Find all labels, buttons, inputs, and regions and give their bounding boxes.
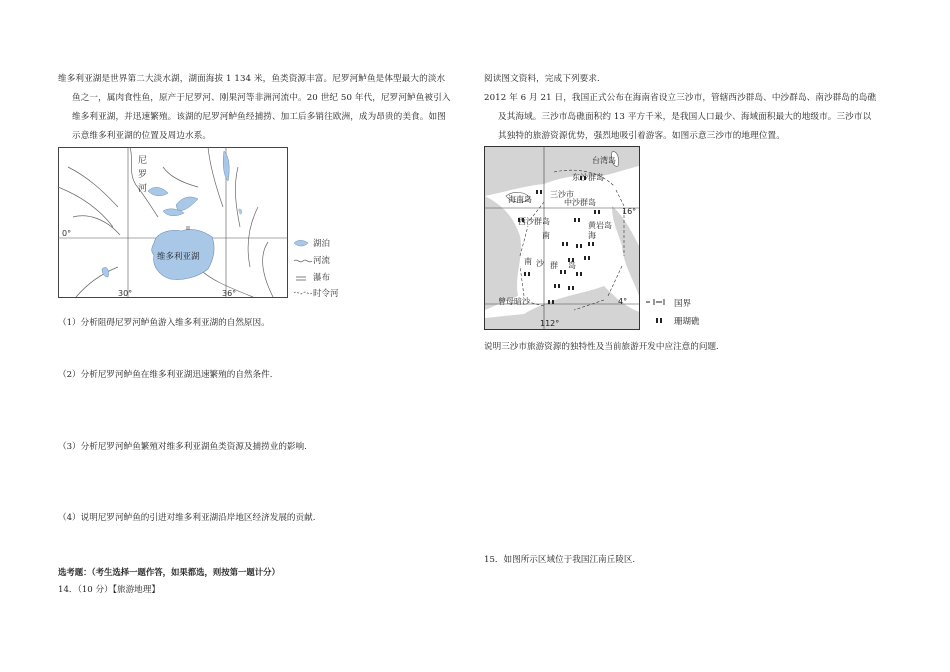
seasonal-river-symbol-icon (294, 292, 312, 294)
label-dongsha: 东沙群岛 (572, 173, 604, 182)
map-label-lat: 0° (62, 229, 72, 238)
label-nan: 南 (542, 231, 550, 240)
label-hai: 海 (588, 231, 596, 240)
intro-line: 维多利亚湖，并迅速繁殖。该湖的尼罗河鲈鱼经捕捞、加工后多销往欧洲，成为昂贵的美食。如图 (72, 112, 446, 122)
question-1: （1）分析阻碍尼罗河鲈鱼游入维多利亚湖的自然原因。 (58, 318, 270, 328)
map-label-lon: 30° (118, 289, 133, 298)
label-lat16: 16° (622, 207, 637, 216)
label-xisha: 西沙群岛 (518, 217, 550, 226)
reef-symbol-icon (656, 318, 662, 323)
victoria-lake-map (58, 147, 358, 299)
instruction: 阅读图文资料，完成下列要求. (484, 74, 600, 84)
sansha-map (484, 146, 724, 332)
map-label-lon: 36° (222, 289, 237, 298)
legend-label: 河流 (313, 256, 331, 266)
river-symbol-icon (294, 260, 312, 262)
sansha-question: 说明三沙市旅游资源的独特性及当前旅游开发中应注意的问题. (484, 342, 719, 352)
legend-label: 瀑布 (313, 273, 331, 283)
legend-label: 珊瑚礁 (674, 317, 700, 327)
question-3: （3）分析尼罗河鲈鱼繁殖对维多利亚湖鱼类资源及捕捞业的影响. (58, 442, 307, 452)
map-label-river: 尼 (138, 156, 148, 166)
lake-symbol-icon (294, 240, 308, 246)
legend-label: 时令河 (313, 289, 339, 299)
intro-line: 示意维多利亚湖的位置及周边水系。 (72, 131, 212, 141)
legend-label: 湖泊 (313, 239, 331, 249)
label-lon112: 112° (540, 319, 560, 328)
intro-line: 维多利亚湖是世界第二大淡水湖，湖面海拔 1 134 米，鱼类资源丰富。尼罗河鲈鱼是体型最大的淡水 (58, 74, 446, 84)
label-nansha: 南 (524, 257, 532, 266)
label-taiwan: 台湾岛 (592, 156, 616, 165)
body-line: 及其海域。三沙市岛礁面积约 13 平方千米，是我国人口最少、海域面积最大的地级市。三沙市以 (498, 112, 872, 122)
right-text (484, 70, 904, 146)
falls-symbol-icon (296, 277, 306, 280)
intro-paragraph (58, 70, 470, 146)
label-nansha: 群 (550, 261, 558, 270)
sansha-legend (646, 299, 700, 327)
label-hainan: 海南岛 (508, 195, 532, 204)
label-lat4: 4° (618, 297, 628, 306)
elective-title: 选考题：（考生选择一题作答，如果都选，则按第一题计分） (58, 567, 280, 577)
question-14-header: 14．（10 分）【旅游地理】 (58, 585, 160, 595)
label-zengmu: 曾母暗沙 (498, 297, 530, 306)
map-label-river: 河 (138, 184, 148, 194)
label-nansha: 岛 (568, 261, 576, 270)
label-sansha: 三沙市 (550, 190, 574, 199)
map-label-lake: 维多利亚湖 (157, 252, 200, 262)
legend-label: 国界 (674, 299, 692, 309)
question-2: （2）分析尼罗河鲈鱼在维多利亚湖迅速繁殖的自然条件. (58, 370, 273, 380)
question-15: 15．如图所示区域位于我国江南丘陵区. (484, 555, 636, 565)
label-huangyan: 黄岩岛 (588, 221, 612, 230)
body-line: 2012 年 6 月 21 日，我国正式公布在海南省设立三沙市，管辖西沙群岛、中沙群岛、南沙群岛的岛礁 (484, 93, 877, 103)
intro-line: 鱼之一，属肉食性鱼，原产于尼罗河、刚果河等非洲河流中。20 世纪 50 年代，尼罗河鲈鱼被引入 (72, 93, 451, 103)
label-nansha: 沙 (536, 259, 544, 268)
map-label-river: 罗 (138, 170, 148, 180)
label-zhongsha: 中沙群岛 (564, 198, 596, 207)
border-symbol-icon (646, 299, 664, 305)
question-4: （4）说明尼罗河鲈鱼的引进对维多利亚湖沿岸地区经济发展的贡献. (58, 513, 316, 523)
map-legend (294, 238, 339, 299)
body-line: 其独特的旅游资源优势，强烈地吸引着游客。如图示意三沙市的地理位置。 (498, 131, 785, 141)
